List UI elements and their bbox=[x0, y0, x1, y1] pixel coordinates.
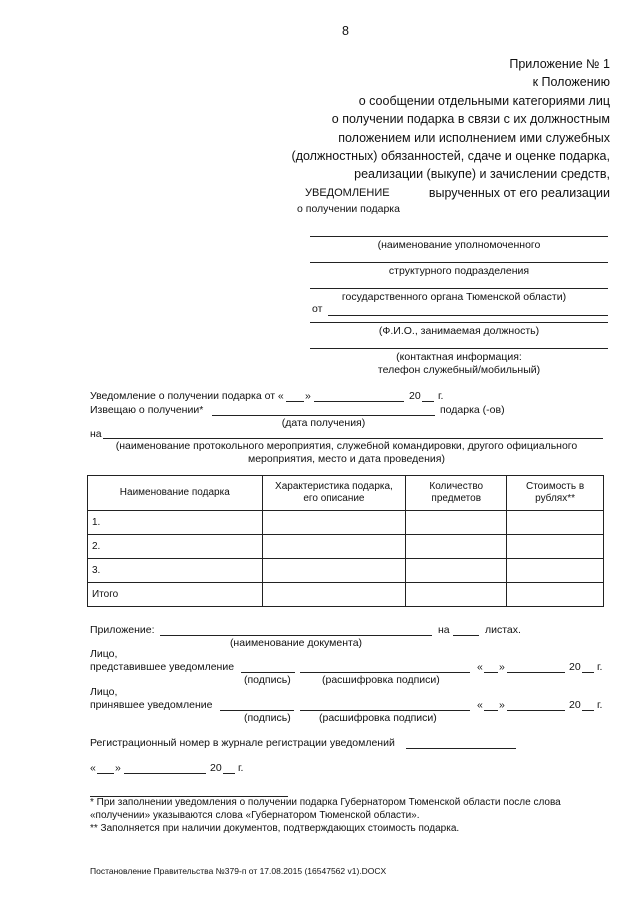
table-cell[interactable] bbox=[406, 559, 507, 583]
table-cell[interactable] bbox=[507, 583, 604, 607]
event-caption: (наименование протокольного мероприятия, служебной командировки, другого официального bbox=[115, 440, 578, 452]
appendix-header bbox=[292, 55, 610, 202]
received-label: Извещаю о получении* bbox=[90, 404, 204, 416]
notice-subtitle: о получении подарка bbox=[297, 203, 400, 215]
footnote-1-cont: «получении» указываются слова «Губернатором Тюменской области». bbox=[90, 810, 420, 821]
row-label: 2. bbox=[88, 535, 263, 559]
table-cell[interactable] bbox=[507, 511, 604, 535]
year-prefix: 20 bbox=[210, 762, 222, 774]
submitter-day-field[interactable] bbox=[484, 672, 498, 673]
addressee-line-2[interactable] bbox=[310, 262, 608, 263]
addressee-line-4[interactable] bbox=[310, 322, 608, 323]
col-header-gift-name: Наименование подарка bbox=[88, 476, 263, 511]
signature-caption: (подпись) bbox=[244, 712, 291, 724]
table-cell[interactable] bbox=[406, 535, 507, 559]
on-label: на bbox=[90, 428, 102, 440]
gifts-label: подарка (-ов) bbox=[440, 404, 505, 416]
year-prefix: 20 bbox=[569, 699, 581, 711]
addressee-line-5[interactable] bbox=[310, 348, 608, 349]
date-caption: (дата получения) bbox=[281, 417, 366, 429]
attachment-field[interactable] bbox=[160, 635, 432, 636]
appendix-line: (должностных) обязанностей, сдаче и оценке подарка, bbox=[291, 149, 610, 164]
addressee-caption: (наименование уполномоченного bbox=[377, 239, 541, 251]
receiver-signature-field[interactable] bbox=[220, 710, 294, 711]
registration-month-field[interactable] bbox=[124, 773, 206, 774]
submitter-name-field[interactable] bbox=[300, 672, 470, 673]
submitter-month-field[interactable] bbox=[507, 672, 565, 673]
registration-year-field[interactable] bbox=[223, 773, 235, 774]
attachment-sheets: листах. bbox=[485, 624, 521, 636]
table-cell[interactable] bbox=[262, 535, 406, 559]
gifts-table bbox=[87, 475, 604, 607]
table-cell[interactable] bbox=[507, 535, 604, 559]
month-field[interactable] bbox=[314, 401, 404, 402]
col-header-quantity: Количество предметов bbox=[406, 476, 507, 511]
decode-caption: (расшифровка подписи) bbox=[322, 674, 440, 686]
appendix-line: о сообщении отдельными категориями лиц bbox=[358, 93, 610, 108]
year-field[interactable] bbox=[422, 401, 434, 402]
appendix-line: Приложение № 1 bbox=[509, 57, 610, 71]
year-suffix: г. bbox=[597, 699, 603, 711]
year-prefix: 20 bbox=[569, 661, 581, 673]
document-footer: Постановление Правительства №379-п от 17.08.2015 (16547562 v1).DOCX bbox=[90, 866, 387, 876]
signature-caption: (подпись) bbox=[244, 674, 291, 686]
event-caption: мероприятия, место и дата проведения) bbox=[248, 453, 445, 465]
attachment-caption: (наименование документа) bbox=[229, 637, 363, 649]
addressee-caption: (Ф.И.О., занимаемая должность) bbox=[378, 325, 540, 337]
col-header-cost: Стоимость в рублях** bbox=[507, 476, 604, 511]
addressee-caption: структурного подразделения bbox=[388, 265, 530, 277]
receiver-month-field[interactable] bbox=[507, 710, 565, 711]
table-row bbox=[88, 511, 604, 535]
registration-label: Регистрационный номер в журнале регистрации уведомлений bbox=[90, 737, 395, 749]
attachment-on: на bbox=[438, 624, 450, 636]
received-date-field[interactable] bbox=[212, 415, 435, 416]
receiver-day-field[interactable] bbox=[484, 710, 498, 711]
table-row bbox=[88, 559, 604, 583]
row-label: 1. bbox=[88, 511, 263, 535]
attachment-label: Приложение: bbox=[90, 624, 155, 636]
table-row bbox=[88, 535, 604, 559]
from-line[interactable] bbox=[328, 315, 608, 316]
from-label: от bbox=[312, 303, 323, 315]
addressee-line-1[interactable] bbox=[310, 236, 608, 237]
notice-title: УВЕДОМЛЕНИЕ bbox=[305, 187, 390, 199]
submitter-label: Лицо, bbox=[90, 648, 118, 660]
receiver-name-field[interactable] bbox=[300, 710, 470, 711]
appendix-line: к Положению bbox=[532, 75, 610, 90]
sheets-field[interactable] bbox=[453, 635, 479, 636]
year-prefix: 20 bbox=[409, 390, 421, 402]
appendix-line: реализации (выкупе) и зачислении средств, bbox=[354, 167, 610, 182]
appendix-line: вырученных от его реализации bbox=[428, 185, 610, 200]
table-cell[interactable] bbox=[406, 511, 507, 535]
year-suffix: г. bbox=[597, 661, 603, 673]
footnote-1: * При заполнении уведомления о получении подарка Губернатором Тюменской области после слова bbox=[90, 797, 561, 808]
table-cell[interactable] bbox=[406, 583, 507, 607]
year-suffix: г. bbox=[438, 390, 444, 402]
addressee-caption: государственного органа Тюменской области) bbox=[341, 291, 567, 303]
addressee-caption: телефон служебный/мобильный) bbox=[377, 364, 541, 376]
submitter-year-field[interactable] bbox=[582, 672, 594, 673]
table-cell[interactable] bbox=[262, 583, 406, 607]
decode-caption: (расшифровка подписи) bbox=[319, 712, 437, 724]
appendix-line: положением или исполнением ими служебных bbox=[338, 130, 610, 145]
receiver-label: Лицо, bbox=[90, 686, 118, 698]
row-label: Итого bbox=[88, 583, 263, 607]
day-field[interactable] bbox=[286, 401, 304, 402]
registration-number-field[interactable] bbox=[406, 748, 516, 749]
appendix-line: о получении подарка в связи с их должностным bbox=[331, 112, 610, 127]
event-field[interactable] bbox=[103, 438, 603, 439]
receiver-label: принявшее уведомление bbox=[90, 699, 213, 711]
footnote-2: ** Заполняется при наличии документов, подтверждающих стоимость подарка. bbox=[90, 823, 460, 834]
row-label: 3. bbox=[88, 559, 263, 583]
table-cell[interactable] bbox=[507, 559, 604, 583]
quote-close: » bbox=[305, 390, 311, 402]
page-number: 8 bbox=[342, 24, 349, 38]
submitter-label: представившее уведомление bbox=[90, 661, 235, 673]
table-header-row bbox=[88, 476, 604, 511]
notice-date-label: Уведомление о получении подарка от « bbox=[90, 390, 284, 402]
year-suffix: г. bbox=[238, 762, 244, 774]
table-cell[interactable] bbox=[262, 511, 406, 535]
table-row bbox=[88, 583, 604, 607]
addressee-line-3[interactable] bbox=[310, 288, 608, 289]
registration-day-field[interactable] bbox=[97, 773, 114, 774]
submitter-signature-field[interactable] bbox=[241, 672, 295, 673]
addressee-caption: (контактная информация: bbox=[396, 351, 522, 363]
col-header-description: Характеристика подарка, его описание bbox=[262, 476, 406, 511]
receiver-year-field[interactable] bbox=[582, 710, 594, 711]
table-cell[interactable] bbox=[262, 559, 406, 583]
